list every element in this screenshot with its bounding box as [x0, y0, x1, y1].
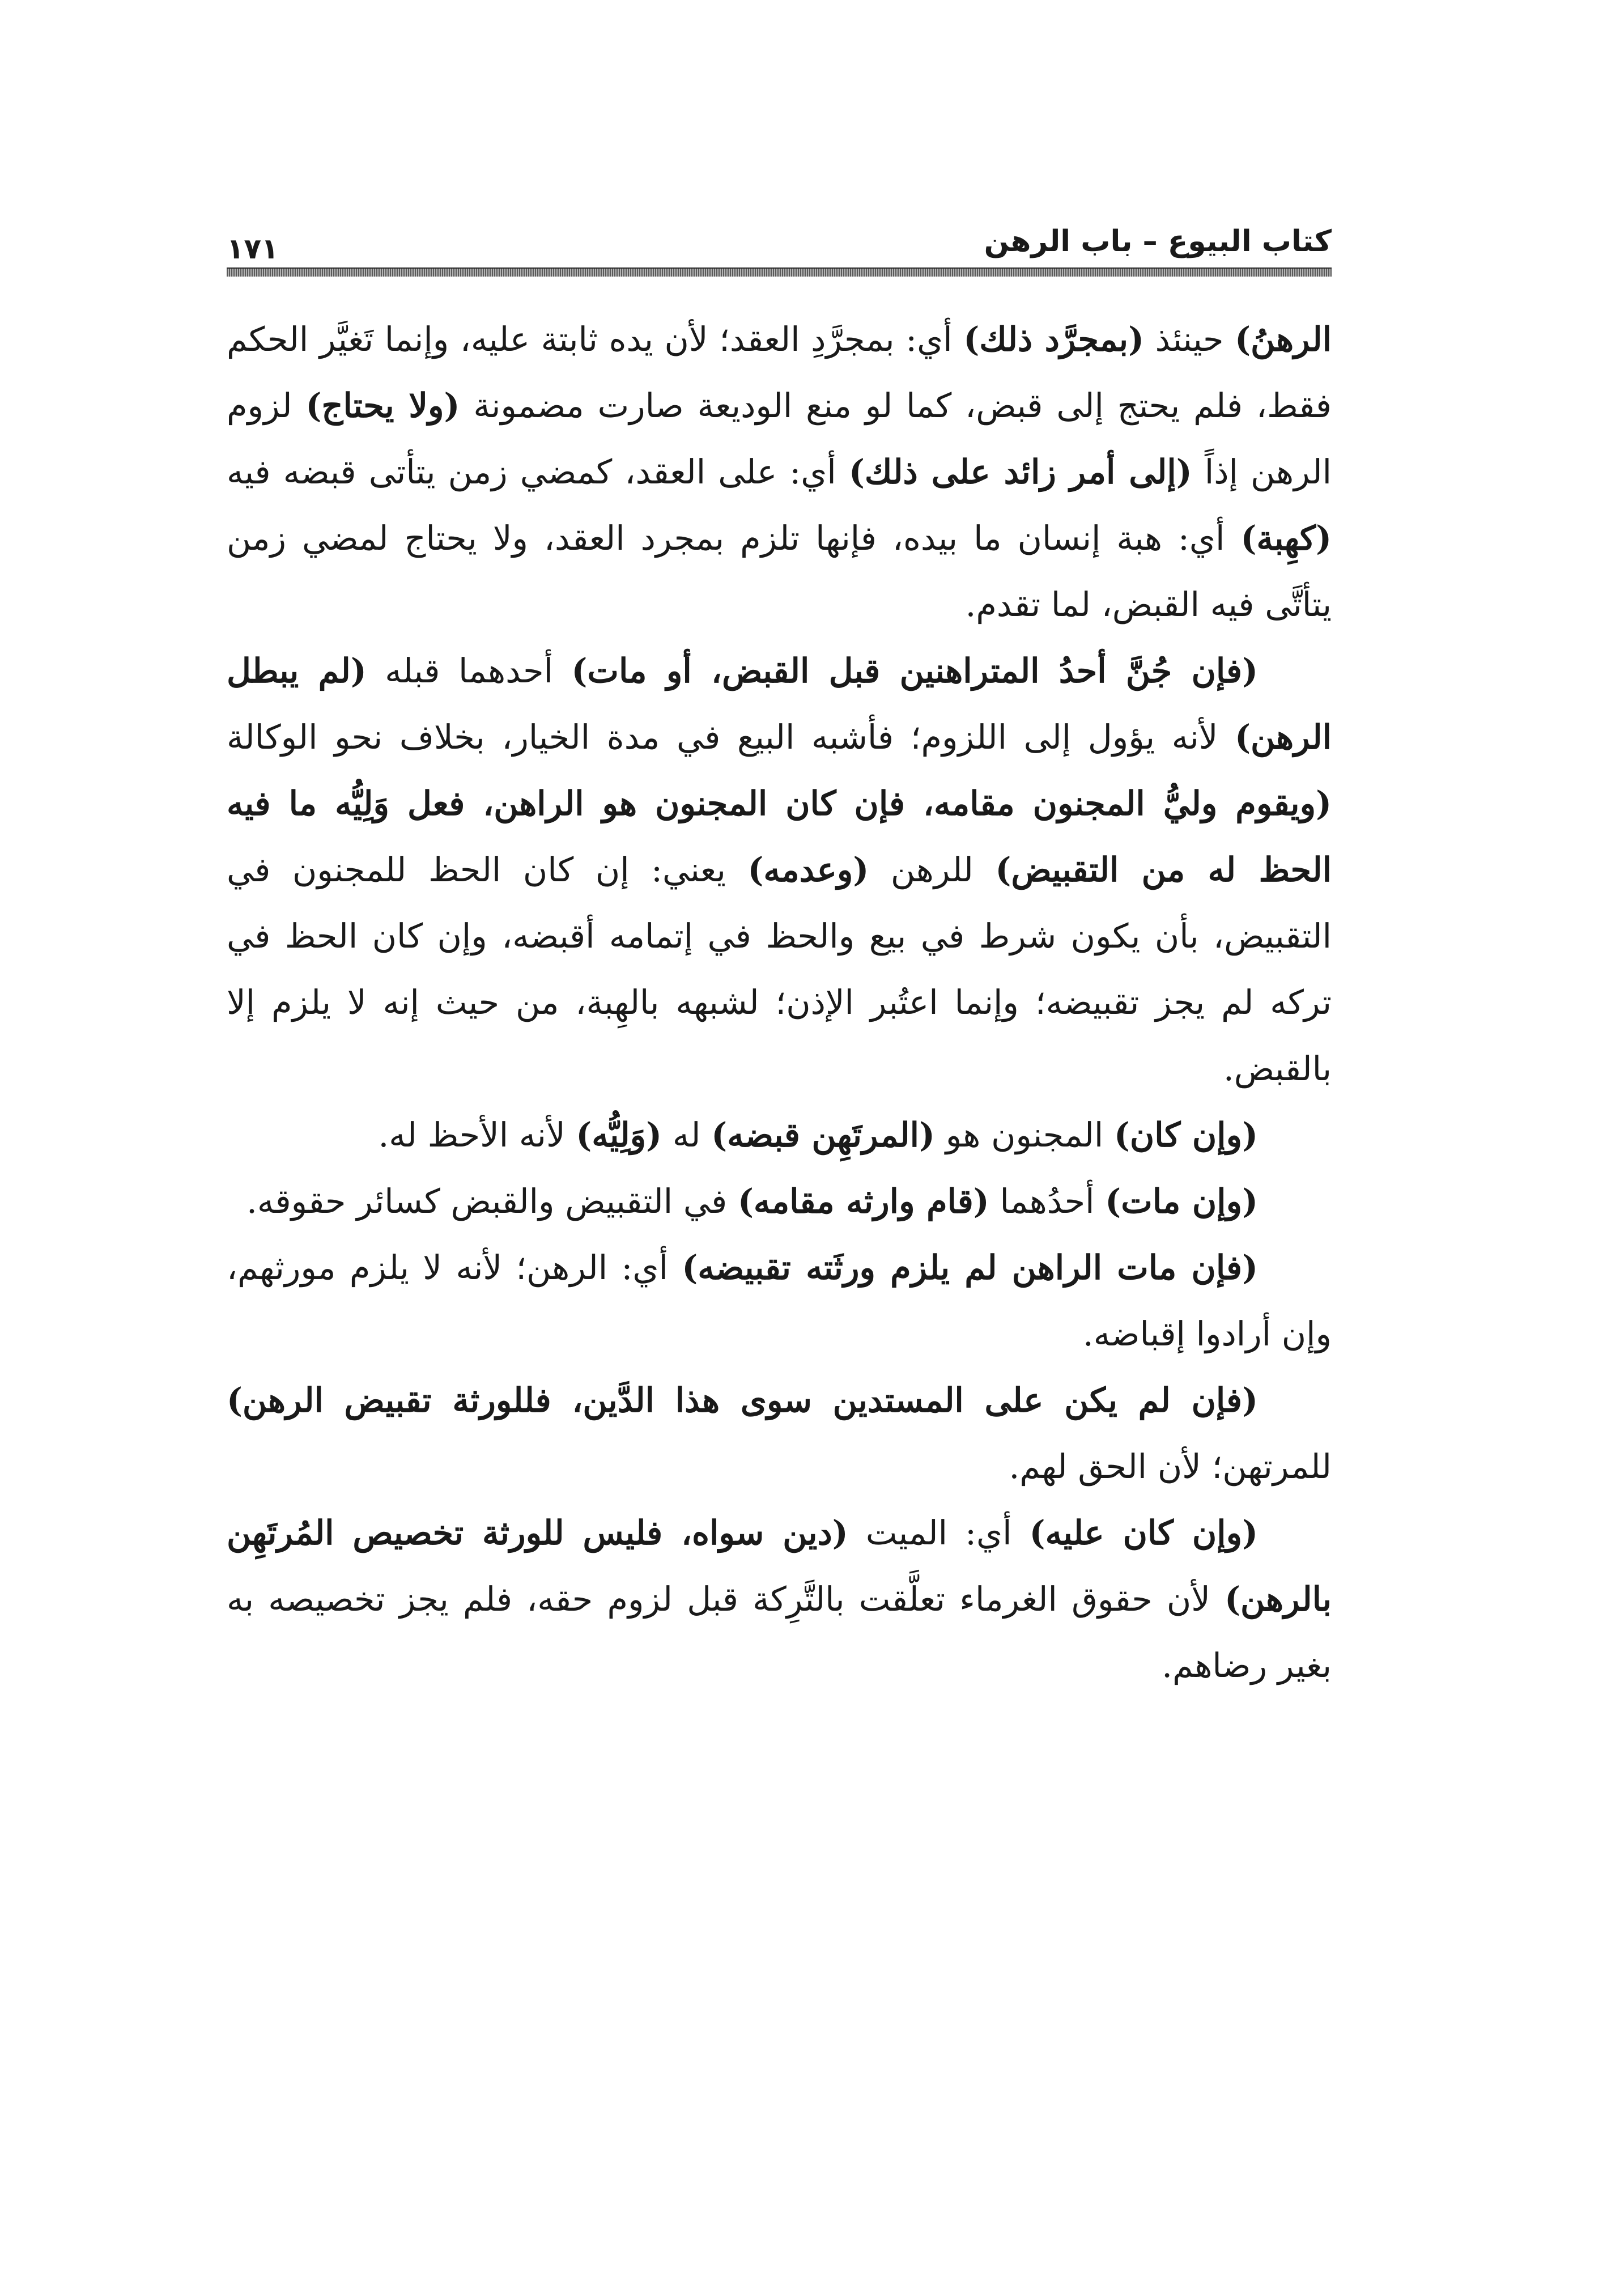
page-header: [227, 204, 1332, 266]
text-segment: للمرتهن؛ لأن الحق لهم.: [1009, 1447, 1332, 1486]
bold-text-segment: (المرتَهِن قبضه): [711, 1115, 935, 1154]
bold-text-segment: (فإن مات الراهن لم يلزم ورثَته تقبيضه): [682, 1248, 1258, 1287]
paragraph: [227, 1168, 1332, 1234]
text-segment: لزوم الرهن إذاً: [227, 386, 1332, 491]
header-divider: [227, 267, 1332, 277]
text-segment: في التقبيض والقبض كسائر حقوقه.: [246, 1182, 738, 1221]
text-segment: حينئذ: [1143, 320, 1235, 359]
text-segment: أحدُهما: [989, 1182, 1106, 1221]
text-segment: يعني: إن كان الحظ للمجنون في التقبيض، بأن يكون شرط في بيع والحظ في إتمامه أقبضه، وإن كان الحظ في تركه لم يجز تقبيضه؛ وإنما اعتُبر الإذن؛ لشبهه بالهِبة، من حيث إنه لا يلزم إلا بالقبض.: [227, 850, 1332, 1088]
paragraph: [227, 1500, 1332, 1698]
text-segment: أي: على العقد، كمضي زمن يتأتى قبضه فيه: [227, 452, 849, 491]
paragraph: [227, 1234, 1332, 1367]
bold-text-segment: (فإن جُنَّ أحدُ المتراهنين قبل القبض، أو مات): [571, 651, 1258, 690]
paragraph: [227, 306, 1332, 638]
bold-text-segment: (ويقوم وليُّ المجنون مقامه، فإن كان المجنون هو الراهن، فعل وَلِيُّه ما فيه الحظ له من التقبيض): [227, 784, 1332, 889]
running-header-title: كتاب البيوع – باب الرهن: [984, 224, 1332, 258]
bold-text-segment: (وإن مات): [1105, 1182, 1258, 1221]
page-number: ١٧١: [227, 232, 279, 265]
text-segment: أي: الميت: [848, 1513, 1030, 1552]
bold-text-segment: (وإن كان عليه): [1029, 1513, 1258, 1552]
bold-text-segment: (ولا يحتاج): [305, 386, 460, 425]
text-segment: لأنه يؤول إلى اللزوم؛ فأشبه البيع في مدة الخيار، بخلاف نحو الوكالة: [227, 717, 1235, 757]
bold-text-segment: (وَلِيُّه): [576, 1115, 662, 1154]
text-segment: لأن حقوق الغرماء تعلَّقت بالتَّرِكة قبل لزوم حقه، فلم يجز تخصيصه به بغير رضاهم.: [227, 1579, 1332, 1685]
bold-text-segment: (إلى أمر زائد على ذلك): [848, 452, 1192, 491]
bold-text-segment: (بمجرَّد ذلك): [963, 320, 1144, 359]
bold-text-segment: (لم يبطل الرهن): [227, 651, 1332, 757]
paragraph: [227, 1367, 1332, 1500]
bold-text-segment: (وإن كان): [1114, 1115, 1258, 1154]
paragraph: [227, 1102, 1332, 1168]
text-segment: أي: الرهن؛ لأنه لا يلزم مورثهم، وإن أرادوا إقباضه.: [227, 1248, 1332, 1353]
text-segment: لأنه الأحظ له.: [378, 1115, 576, 1154]
text-segment: أي: بمجرَّدِ العقد؛ لأن يده ثابتة عليه، وإنما تَغيَّر الحكم فقط، فلم يحتج إلى قبض، كما لو منع الوديعة صارت مضمونة: [227, 320, 1332, 425]
paragraph: [227, 638, 1332, 1102]
text-segment: أحدهما قبله: [366, 651, 572, 690]
text-segment: أي: هبة إنسان ما بيده، فإنها تلزم بمجرد العقد، ولا يحتاج لمضي زمن يتأتَّى فيه القبض، لما تقدم.: [227, 519, 1332, 624]
text-segment: المجنون هو: [934, 1115, 1115, 1154]
bold-text-segment: (فإن لم يكن على المستدين سوى هذا الدَّين، فللورثة تقبيض الرهن): [227, 1381, 1258, 1420]
text-segment: له: [662, 1115, 712, 1154]
text-segment: للرهن: [869, 850, 996, 889]
bold-text-segment: (قام وارثه مقامه): [738, 1182, 989, 1221]
bold-text-segment: (وعدمه): [747, 850, 869, 889]
bold-text-segment: (كهِبة): [1240, 519, 1332, 558]
bold-text-segment: الرهنُ): [1235, 320, 1332, 359]
body-text: [227, 306, 1332, 1698]
bold-text-segment: (دين سواه، فليس للورثة تخصيص المُرتَهِن بالرهن): [227, 1513, 1332, 1619]
